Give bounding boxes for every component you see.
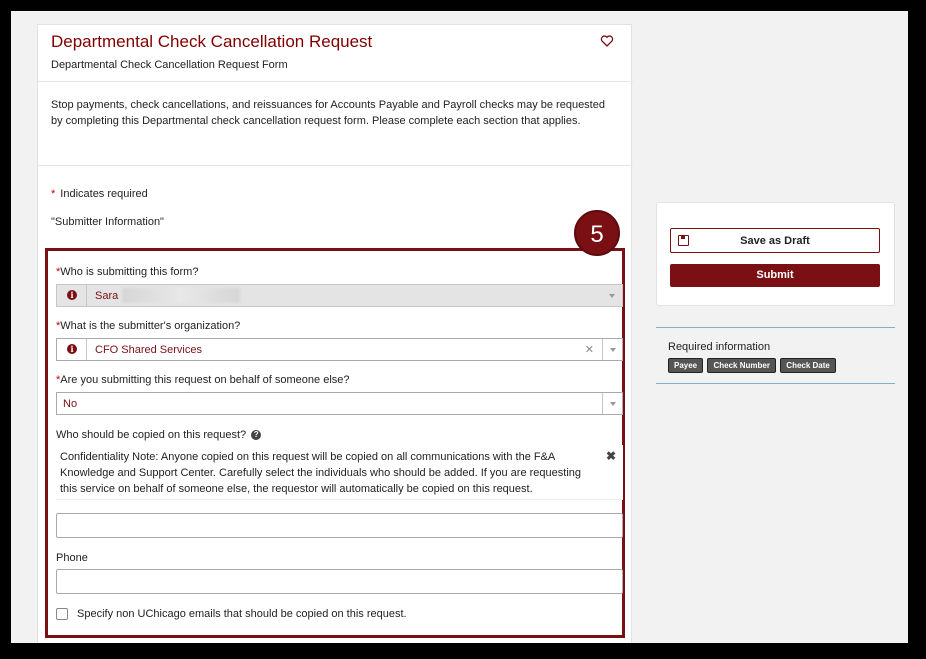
divider	[656, 327, 895, 328]
confidentiality-note: Confidentiality Note: Anyone copied on this request will be copied on all communications with the F&A Knowledge and Support Center. Carefully select the individuals who should be added. If you are requesting this service on behalf of someone else, the requestor will automatically be copied on this request.	[60, 451, 582, 495]
required-star: *	[56, 374, 61, 386]
divider	[38, 81, 633, 82]
info-icon: i	[57, 285, 87, 306]
page-background	[11, 11, 908, 643]
form-description: Stop payments, check cancellations, and reissuances for Accounts Payable and Payroll checks may be requested by completing this Departmental check cancellation request form. Please complete each section that applies.	[51, 99, 605, 127]
submitter-select[interactable]	[56, 284, 623, 307]
required-tag: Check Date	[780, 358, 836, 373]
behalf-label: *Are you submitting this request on behalf of someone else?	[56, 374, 350, 386]
redacted-name	[122, 288, 240, 303]
chevron-down-icon[interactable]	[602, 285, 622, 306]
phone-label: Phone	[56, 552, 88, 564]
submit-button[interactable]: Submit	[670, 264, 880, 287]
step-callout-badge: 5	[574, 210, 620, 256]
chevron-down-icon[interactable]	[602, 393, 622, 414]
non-uchicago-label: Specify non UChicago emails that should be copied on this request.	[77, 608, 407, 620]
org-value: CFO Shared Services	[95, 344, 202, 356]
form-card	[37, 24, 632, 643]
required-star: *	[51, 188, 56, 200]
help-icon[interactable]: ?	[251, 430, 261, 440]
save-draft-label: Save as Draft	[740, 235, 810, 247]
org-label: *What is the submitter's organization?	[56, 320, 241, 332]
confidentiality-alert	[56, 445, 623, 500]
required-star: *	[56, 320, 61, 332]
required-tag: Payee	[668, 358, 703, 373]
section-label: "Submitter Information"	[51, 216, 164, 228]
chevron-down-icon[interactable]	[602, 339, 622, 360]
required-note-text: Indicates required	[60, 188, 148, 200]
clear-icon[interactable]: ✕	[584, 344, 594, 356]
behalf-value: No	[63, 398, 78, 410]
save-draft-button[interactable]	[670, 228, 880, 253]
divider	[656, 383, 895, 384]
submitter-value: Sara	[95, 290, 119, 302]
close-icon[interactable]: ✖	[606, 449, 617, 463]
non-uchicago-checkbox[interactable]	[56, 608, 68, 620]
divider	[38, 165, 633, 166]
required-star: *	[56, 266, 61, 278]
copied-label: Who should be copied on this request? ?	[56, 429, 261, 441]
phone-input[interactable]	[56, 569, 623, 594]
required-note	[51, 188, 148, 200]
heart-icon[interactable]	[600, 34, 614, 48]
org-select[interactable]	[56, 338, 623, 361]
required-info-label: Required information	[668, 341, 771, 353]
copied-input[interactable]	[56, 513, 623, 538]
page-title: Departmental Check Cancellation Request	[51, 32, 373, 51]
info-icon: i	[57, 339, 87, 360]
form-subtitle: Departmental Check Cancellation Request Form	[51, 59, 288, 71]
behalf-select[interactable]	[56, 392, 623, 415]
action-panel	[656, 202, 895, 306]
required-tag: Check Number	[707, 358, 775, 373]
required-tags	[668, 357, 837, 373]
submitter-label: *Who is submitting this form?	[56, 266, 199, 278]
